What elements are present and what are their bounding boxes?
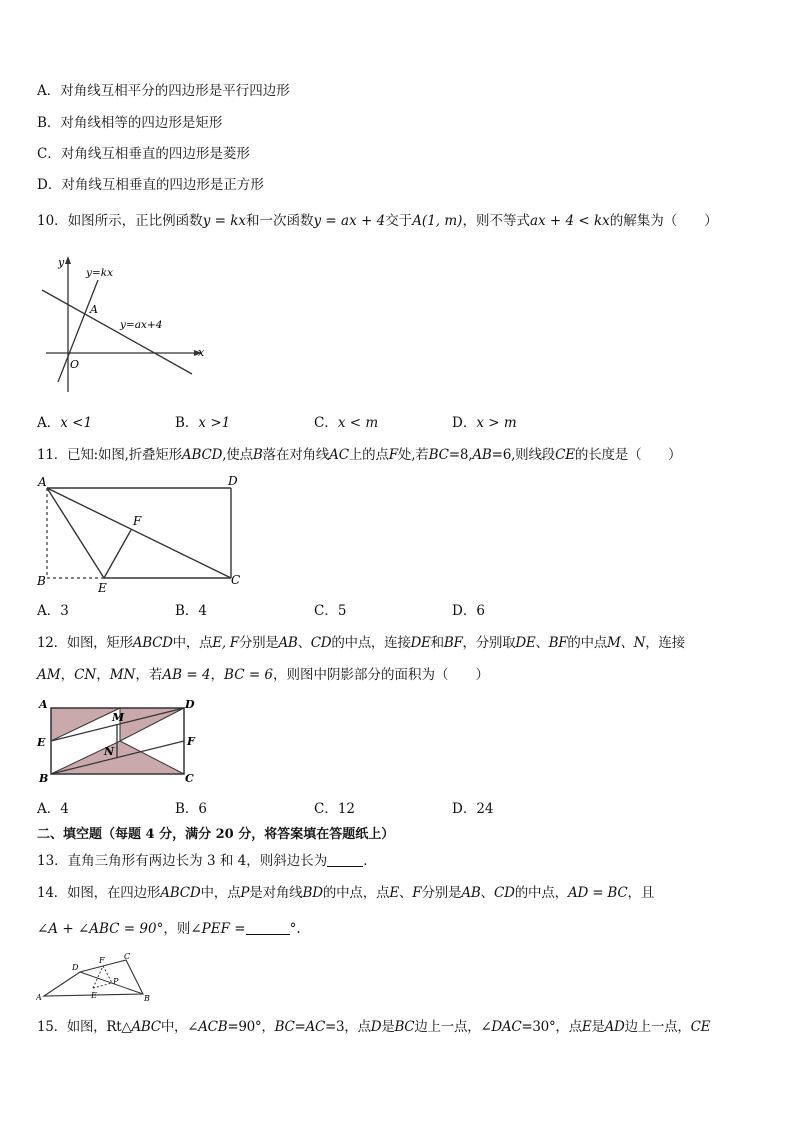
- svg-text:F: F: [187, 735, 195, 748]
- q11-figure: [34, 472, 249, 596]
- svg-text:A: A: [36, 993, 42, 1002]
- q9-option-c: C．对角线互相垂直的四边形是菱形: [37, 146, 250, 162]
- q10-stem: 10．如图所示，正比例函数y = kx和一次函数y = ax + 4交于A(1, m)，则不等式ax + 4 < kx的解集为（ ）: [37, 213, 718, 229]
- q10-option-b: B．x >1: [175, 415, 231, 431]
- q14-stem-line1: 14．如图，在四边形ABCD中，点P是对角线BD的中点，点E、F分别是AB、CD的中点，AD = BC，且: [37, 885, 655, 901]
- svg-text:F: F: [133, 514, 142, 528]
- q9-option-d: D．对角线互相垂直的四边形是正方形: [37, 177, 264, 193]
- q10-option-c: C．x < m: [314, 415, 379, 431]
- svg-text:D: D: [185, 698, 195, 711]
- q12-stem-line2: AM，CN，MN，若AB = 4，BC = 6，则图中阴影部分的面积为（ ）: [37, 667, 490, 683]
- svg-text:F: F: [99, 956, 105, 965]
- svg-text:x: x: [198, 346, 205, 359]
- svg-text:N: N: [104, 745, 115, 758]
- q12-options: [37, 800, 537, 818]
- svg-text:y=kx: y=kx: [86, 267, 114, 279]
- svg-text:E: E: [98, 581, 107, 595]
- q14-figure: [36, 950, 156, 1006]
- line-y-ax-plus-4: [42, 290, 192, 374]
- svg-text:A: A: [90, 303, 98, 316]
- svg-text:C: C: [231, 573, 241, 587]
- svg-text:y: y: [58, 256, 65, 269]
- svg-text:M: M: [112, 711, 125, 724]
- q11-stem: 11．已知:如图,折叠矩形ABCD,使点B落在对角线AC上的点F处,若BC=8,AB=6,则线段CE的长度是（ ）: [37, 447, 682, 463]
- svg-text:P: P: [113, 977, 119, 986]
- svg-text:B: B: [37, 574, 46, 588]
- q11-option-d: D．6: [452, 603, 485, 619]
- q13-answer-blank[interactable]: [327, 852, 363, 867]
- svg-text:A: A: [38, 475, 47, 489]
- q10-figure: [36, 252, 211, 397]
- svg-text:D: D: [72, 963, 79, 972]
- q9-option-a: A．对角线互相平分的四边形是平行四边形: [37, 83, 290, 99]
- q12-figure: [34, 698, 202, 786]
- svg-text:A: A: [39, 698, 48, 711]
- svg-text:O: O: [70, 358, 80, 371]
- q15-stem: 15．如图，Rt△ABC中，∠ACB=90°，BC=AC=3，点D是BC边上一点，∠DAC=30°，点E是AD边上一点，CE: [37, 1019, 711, 1035]
- q11-option-a: A．3: [37, 603, 69, 619]
- q11-option-c: C．5: [314, 603, 347, 619]
- svg-text:y=ax+4: y=ax+4: [120, 319, 163, 331]
- q14-answer-blank[interactable]: [246, 920, 290, 935]
- q12-option-a: A．4: [37, 801, 69, 817]
- section-fill-in-title: 二、填空题（每题 4 分，满分 20 分，将答案填在答题纸上）: [37, 827, 395, 842]
- q10-option-d: D．x > m: [452, 415, 517, 431]
- q9-option-b: B．对角线相等的四边形是矩形: [37, 115, 223, 131]
- svg-text:C: C: [124, 952, 131, 961]
- svg-text:B: B: [144, 994, 150, 1003]
- q12-option-c: C．12: [314, 801, 356, 817]
- q10-options: [37, 414, 537, 432]
- svg-text:C: C: [185, 772, 194, 785]
- svg-text:B: B: [39, 772, 49, 785]
- svg-text:D: D: [228, 474, 238, 488]
- q13-stem: 13．直角三角形有两边长为 3 和 4，则斜边长为 ．: [37, 853, 377, 869]
- q12-option-d: D．24: [452, 801, 494, 817]
- svg-text:E: E: [91, 991, 97, 1000]
- q14-stem-line2: ∠A + ∠ABC = 90°，则∠PEF = °.: [37, 921, 301, 937]
- q12-stem-line1: 12．如图，矩形ABCD中，点E, F分别是AB、CD的中点，连接DE和BF，分别取DE、BF的中点M、N，连接: [37, 635, 685, 651]
- svg-text:E: E: [37, 736, 46, 749]
- q11-options: [37, 602, 537, 620]
- q10-option-a: A．x <1: [37, 415, 93, 431]
- q12-option-b: B．6: [175, 801, 208, 817]
- q11-option-b: B．4: [175, 603, 208, 619]
